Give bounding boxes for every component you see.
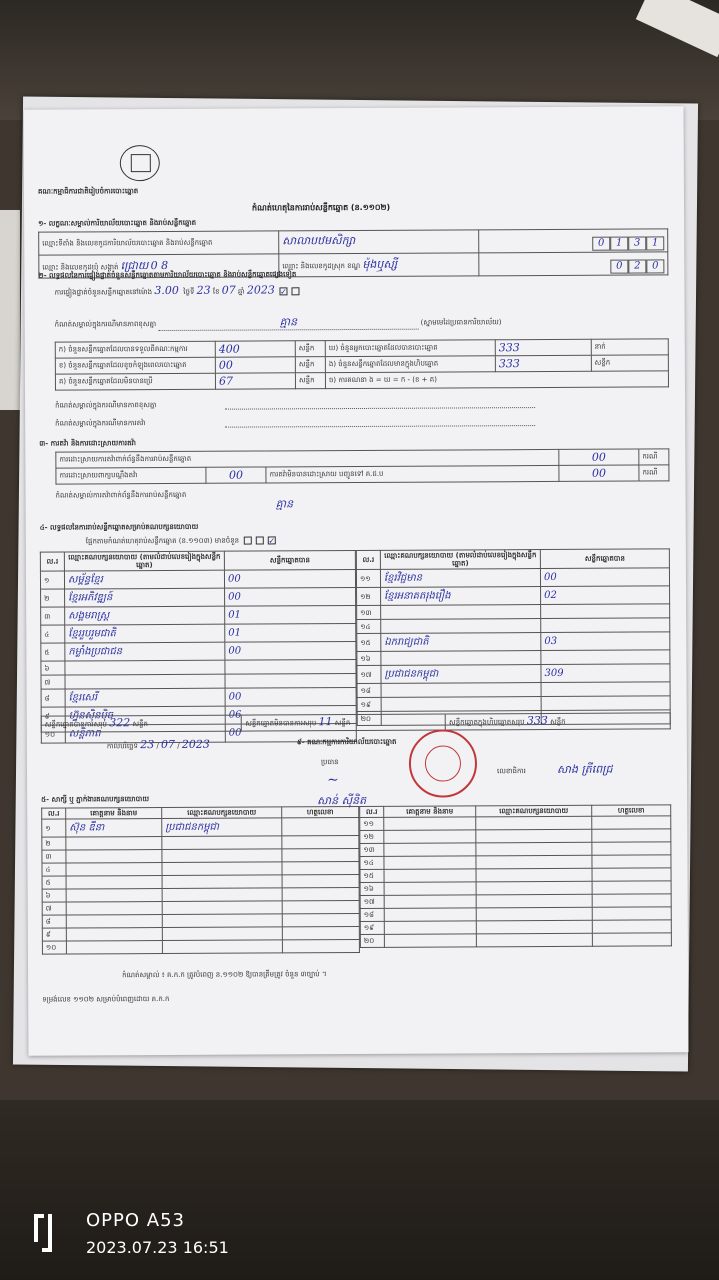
- s1-code1: [479, 229, 668, 253]
- s3-unit: ករណី: [639, 465, 669, 481]
- party-votes: 03: [541, 632, 670, 651]
- witness-name: [384, 843, 476, 856]
- party-votes: 00: [225, 688, 356, 707]
- party-name: ខ្មែរវិជ្ជមាន: [380, 569, 540, 588]
- party-row: [356, 568, 669, 588]
- witness-name: [66, 928, 162, 942]
- s4-col-party: ឈ្មោះគណបក្សនយោបាយ (តាមលំដាប់លេខរៀងក្នុងសន្លឹកឆ្នោត): [380, 550, 540, 570]
- witness-signature: [592, 855, 671, 868]
- witness-party: [476, 842, 592, 856]
- party-votes: 309: [541, 664, 670, 683]
- witness-party: ប្រជាជនកម្ពុជា: [162, 818, 282, 837]
- witness-party: [162, 901, 282, 915]
- s4-col-no: ល.រ: [356, 550, 380, 569]
- s4-total-box-label: សន្លឹកឆ្នោតក្នុងហិបឆ្នោតសរុប: [449, 718, 525, 727]
- party-name: ឯករាជ្យជាតិ: [381, 633, 541, 652]
- witness-party: [476, 816, 592, 830]
- witness-no: ១៤: [360, 856, 384, 869]
- footer-form-ref: ទម្រង់លេខ ១១០២ សម្រាប់បំពេញដោយ គ.ក.ក: [42, 994, 170, 1004]
- witness-name: [384, 856, 476, 869]
- section5-heading: ៥- សាក្សី ឬ ភ្នាក់ងារគណបក្សនយោបាយ: [41, 795, 150, 804]
- s4-total-valid-cell: [41, 715, 242, 732]
- party-votes: 06: [225, 706, 356, 725]
- witness-row: [360, 933, 671, 948]
- party-name: [381, 651, 541, 666]
- party-no: ២០: [357, 711, 381, 725]
- party-name: សន្តិភាព: [65, 724, 225, 743]
- party-no: ៩: [41, 707, 65, 725]
- witness-name: [66, 863, 162, 877]
- witness-party: [162, 836, 282, 850]
- witness-party: [162, 862, 282, 876]
- s4-total-invalid-label: សន្លឹកឆ្នោតមិនបានការសរុប: [245, 719, 317, 728]
- party-no: ១៩: [357, 697, 381, 711]
- witness-no: ១: [42, 819, 66, 837]
- s5-col-name: គោត្តនាម និងនាម: [66, 808, 162, 820]
- s4-total-invalid-cell: [242, 714, 446, 731]
- checkbox[interactable]: [291, 287, 299, 295]
- witness-no: ១៦: [360, 882, 384, 895]
- witness-signature: [282, 875, 359, 888]
- sig-year: 2023: [181, 737, 210, 751]
- witness-no: ២: [42, 837, 66, 850]
- party-name: ហ្វ៊ុនស៊ិនប៉ិច: [65, 706, 225, 725]
- s4-total-valid: 322: [109, 716, 131, 730]
- witness-signature: [592, 894, 671, 907]
- sig-day: 23: [140, 738, 155, 752]
- party-row: [41, 642, 356, 662]
- checkbox[interactable]: [243, 537, 251, 545]
- party-row: [357, 586, 670, 606]
- party-no: ១៨: [357, 683, 381, 697]
- s4-total-invalid: 11: [318, 715, 333, 729]
- s4-right-table: [356, 548, 671, 726]
- s2-a-value: 400: [215, 341, 295, 357]
- witness-no: ១៨: [360, 908, 384, 921]
- s5-col-sign: ហត្ថលេខា: [592, 805, 671, 816]
- party-no: ១៥: [357, 633, 381, 651]
- party-no: ១: [40, 571, 64, 589]
- s2-unit: សន្លឹក: [295, 373, 325, 389]
- witness-name: [384, 830, 476, 843]
- party-name: កម្លាំងប្រជាជន: [65, 642, 225, 661]
- section3-table: [55, 448, 669, 484]
- s2-c-value: 67: [215, 373, 295, 389]
- party-name: [381, 619, 541, 634]
- party-no: ១៦: [357, 651, 381, 665]
- party-name: ខ្មែរអភិវឌ្ឍន៍: [65, 588, 225, 607]
- code-digit: 0: [646, 259, 664, 273]
- sig-month: 07: [160, 737, 176, 752]
- witness-name: [384, 908, 476, 921]
- party-no: ២: [41, 589, 65, 607]
- s4-total-box: 333: [526, 713, 548, 728]
- camera-model: OPPO A53: [86, 1210, 185, 1231]
- party-votes: [541, 650, 670, 665]
- s2-a-label: ក) ចំនួនសន្លឹកឆ្នោតដែលបានទទួលពីគណៈកម្មការ: [55, 341, 215, 358]
- party-votes: [225, 674, 356, 689]
- witness-signature: [592, 816, 671, 829]
- witness-signature: [282, 927, 359, 940]
- party-votes: 00: [540, 568, 669, 587]
- party-votes: 01: [225, 624, 356, 643]
- witness-name: ស៊ុន ឌីនា: [66, 819, 162, 838]
- s3-row2-label-b: ការតវ៉ាមិនបានដោះស្រាយ បញ្ជូនទៅ គ.ជ.ប: [266, 465, 559, 483]
- section3-heading: ៣- ការតវ៉ា និងការដោះស្រាយការតវ៉ា: [39, 439, 136, 448]
- s2-subnote1: កំណត់សម្គាល់ក្នុងករណីមានភាពខុសគ្នា: [55, 401, 157, 410]
- witness-party: [162, 940, 282, 954]
- party-name: ខ្មែរសេរី: [65, 688, 225, 707]
- witness-party: [476, 894, 592, 908]
- sig-chair-name: សាន់ ស៊ីនិត: [317, 793, 367, 808]
- camera-logo-icon: [34, 1214, 56, 1254]
- official-stamp: [409, 729, 477, 797]
- code-digit: 0: [592, 237, 610, 251]
- witness-name: [66, 941, 162, 955]
- s5-col-party: ឈ្មោះគណបក្សនយោបាយ: [162, 807, 282, 819]
- party-votes: [541, 682, 670, 697]
- party-no: ៣: [41, 607, 65, 625]
- document-sheet: [24, 106, 689, 1055]
- code-digit: 1: [610, 237, 628, 251]
- witness-name: [66, 850, 162, 864]
- s4-total-valid-label: សន្លឹកឆ្នោតបានការសរុប: [44, 720, 107, 729]
- checkbox-checked[interactable]: ✓: [280, 287, 287, 297]
- checkbox[interactable]: [255, 536, 263, 544]
- sig-secretary-name: សាង ត្រីពេជ្រ: [556, 762, 613, 776]
- s4-unit: សន្លឹក: [132, 720, 149, 729]
- party-no: ១៤: [357, 619, 381, 633]
- sig-chair-label: ប្រធាន: [320, 758, 339, 767]
- witness-signature: [592, 933, 671, 946]
- party-name: សង្គមរាស្ត្រ: [65, 606, 225, 625]
- form-title: កំណត់ហេតុនៃការរាប់សន្លឹកឆ្នោត (ន.១១០២): [252, 202, 391, 213]
- s2-time: 3.00: [154, 283, 179, 298]
- party-votes: [541, 696, 670, 711]
- party-votes: 02: [541, 586, 670, 605]
- ministry-line: គណៈកម្មាធិការជាតិរៀបចំការបោះឆ្នោត: [37, 187, 139, 196]
- s2-note-label: កំណត់សម្គាល់ក្នុងករណីមានភាពខុសគ្នា: [54, 320, 157, 329]
- witness-row: [42, 940, 359, 955]
- witness-name: [384, 817, 476, 830]
- s2-month: 07: [221, 283, 236, 297]
- s5-col-name: គោត្តនាម និងនាម: [384, 806, 476, 818]
- s2-unit: សន្លឹក: [295, 357, 325, 373]
- witness-signature: [592, 920, 671, 933]
- party-row: [41, 688, 356, 708]
- sig-secretary-label: លេខាធិការ: [496, 767, 526, 776]
- section2-heading: ២- លទ្ធផលនៃការផ្ទៀងផ្ទាត់ចំនួនសន្លឹកឆ្នោតតាមការិយាល័យបោះឆ្នោត និងរាប់សន្លឹកឆ្នោតផ្សេងទៀត: [38, 270, 297, 280]
- party-name: [381, 683, 541, 698]
- s5-col-party: ឈ្មោះគណបក្សនយោបាយ: [476, 805, 592, 817]
- witness-signature: [592, 881, 671, 894]
- witness-no: ១៩: [360, 921, 384, 934]
- party-no: ៨: [41, 689, 65, 707]
- s1-row2-value2: ម៉ុងឬស្សី: [362, 257, 398, 271]
- s4-col-votes: សន្លឹកឆ្នោតបាន: [224, 551, 355, 571]
- s2-day: 23: [196, 283, 211, 297]
- party-name: [381, 605, 541, 620]
- witness-name: [66, 902, 162, 916]
- witness-party: [476, 907, 592, 921]
- s5-col-no: ល.រ: [360, 806, 384, 817]
- s4-intro: ផ្អែកតាមកំណត់ហេតុរាប់សន្លឹកឆ្នោត (ន.១១០៣) មានចំនួន: [85, 536, 240, 546]
- witness-party: [162, 914, 282, 928]
- s2-note-line: [55, 314, 665, 331]
- s5-right-table: [359, 804, 672, 948]
- party-no: ១៧: [357, 665, 381, 683]
- witness-signature: [282, 914, 359, 927]
- witness-row: [42, 818, 359, 838]
- party-no: ១១: [356, 569, 380, 587]
- party-no: ៦: [41, 661, 65, 675]
- party-votes: 01: [225, 606, 356, 625]
- party-no: ១០: [41, 725, 65, 743]
- party-name: ខ្មែររួបរួមជាតិ: [65, 624, 225, 643]
- section2-intro-line: ការផ្ទៀងផ្ទាត់ចំនួនសន្លឹកឆ្នោតនៅម៉ោង 3.00 ថ្ងៃទី 23 ខែ 07 ឆ្នាំ 2023 ✓: [54, 282, 664, 298]
- code-digit: 0: [610, 260, 628, 274]
- s3-note-value: គ្មាន: [275, 497, 294, 511]
- section4-heading: ៤- លទ្ធផលនៃការរាប់សន្លឹកឆ្នោតសម្រាប់គណបក្សនយោបាយ: [39, 522, 199, 532]
- witness-no: ១១: [360, 817, 384, 830]
- s2-subnote2: កំណត់សម្គាល់ក្នុងករណីមានការតវ៉ា: [55, 419, 146, 428]
- s4-totals: [41, 712, 671, 732]
- party-votes: 00: [224, 570, 355, 589]
- s3-row2-value-a: 00: [206, 467, 266, 483]
- witness-party: [476, 868, 592, 882]
- party-no: ៥: [41, 643, 65, 661]
- party-row: [357, 664, 670, 684]
- code-digit: 1: [646, 236, 664, 250]
- s4-col-votes: សន្លឹកឆ្នោតបាន: [540, 549, 669, 569]
- witness-party: [162, 888, 282, 902]
- s2-unit: សន្លឹក: [295, 341, 325, 357]
- witness-signature: [592, 842, 671, 855]
- s1-row2-value: ជ្រោយ: [120, 258, 149, 272]
- code-digit: 2: [628, 259, 646, 273]
- footer-note: កំណត់សម្គាល់ ៖ គ.ក.ក ត្រូវបំពេញ ន.១១០២ ឱ្យបានត្រឹមត្រូវ ចំនួន ៣ច្បាប់ ។: [122, 970, 327, 980]
- witness-party: [162, 927, 282, 941]
- s3-unit: ករណី: [639, 449, 669, 465]
- witness-signature: [282, 862, 359, 875]
- party-no: ៤: [41, 625, 65, 643]
- s2-d-label: ឃ) ចំនួនអ្នកបោះឆ្នោតដែលបានបោះឆ្នោត: [325, 340, 495, 357]
- s2-subnote2-line: [225, 425, 535, 428]
- s2-d-value: 333: [495, 339, 591, 356]
- s4-unit: សន្លឹក: [334, 719, 351, 728]
- s4-unit: សន្លឹក: [550, 717, 566, 726]
- party-name: [381, 697, 541, 712]
- witness-name: [384, 882, 476, 895]
- witness-no: ៤: [42, 863, 66, 876]
- s2-sig-label: (ស្នាមមេដៃប្រធានការិយាល័យ): [420, 318, 502, 327]
- witness-no: ៩: [42, 928, 66, 941]
- party-votes: 00: [225, 642, 356, 661]
- s2-intro: ការផ្ទៀងផ្ទាត់ចំនួនសន្លឹកឆ្នោតនៅម៉ោង: [54, 288, 153, 297]
- s1-row1-label: ឈ្មោះទីតាំង និងលេខកូដការិយាល័យបោះឆ្នោត និងរាប់សន្លឹកឆ្នោត: [39, 231, 279, 255]
- party-votes: 00: [225, 588, 356, 607]
- camera-timestamp: 2023.07.23 16:51: [86, 1238, 229, 1257]
- witness-name: [66, 915, 162, 929]
- witness-no: ៨: [42, 915, 66, 928]
- s2-subnote1-line: [225, 407, 535, 410]
- party-name: [65, 674, 225, 689]
- chair-signature: ~: [327, 772, 339, 789]
- party-votes: 00: [225, 724, 356, 743]
- party-no: ៧: [41, 675, 65, 689]
- party-no: ១២: [357, 587, 381, 605]
- witness-party: [476, 920, 592, 934]
- witness-name: [66, 889, 162, 903]
- s2-unit-person: នាក់: [591, 339, 668, 355]
- witness-no: ៦: [42, 889, 66, 902]
- witness-signature: [282, 901, 359, 914]
- party-name: សម្ព័ន្ធខ្មែរ: [64, 570, 224, 589]
- witness-no: ១២: [360, 830, 384, 843]
- s2-e-label: ង) ចំនួនសន្លឹកឆ្នោតដែលមានក្នុងហិបឆ្នោត: [325, 356, 495, 373]
- party-row: [41, 588, 356, 608]
- s3-note-label: កំណត់សម្គាល់ការតវ៉ាពាក់ព័ន្ធនឹងការរាប់សន្លឹកឆ្នោត: [55, 490, 187, 500]
- party-votes: [541, 618, 670, 633]
- witness-signature: [592, 829, 671, 842]
- witness-no: ៣: [42, 850, 66, 863]
- party-row: [40, 570, 355, 590]
- witness-signature: [592, 907, 671, 920]
- s4-intro-line: [86, 536, 278, 545]
- s3-note-line: [56, 488, 666, 512]
- witness-party: [476, 881, 592, 895]
- s1-row1-value: សាលាបឋមសិក្សា: [279, 230, 479, 254]
- checkbox-checked[interactable]: ✓: [268, 536, 276, 546]
- s3-row1-label: ការដោះស្រាយការតវ៉ាពាក់ព័ន្ធនឹងការរាប់សន្លឹកឆ្នោត: [56, 449, 559, 468]
- sig-date-label: កាលបរិច្ឆេទ: [106, 742, 138, 751]
- witness-name: [66, 876, 162, 890]
- witness-party: [476, 933, 592, 947]
- party-no: ១៣: [357, 605, 381, 619]
- witness-name: [384, 921, 476, 934]
- section1-heading: ១- លក្ខណៈសម្គាល់ការិយាល័យបោះឆ្នោត និងរាប់សន្លឹកឆ្នោត: [38, 218, 197, 228]
- s3-row1-value: 00: [559, 449, 639, 465]
- section2-table: [55, 338, 669, 390]
- witness-no: ៧: [42, 902, 66, 915]
- s4-col-party: ឈ្មោះគណបក្សនយោបាយ (តាមលំដាប់លេខរៀងក្នុងសន្លឹកឆ្នោត): [64, 551, 224, 571]
- s2-unit: សន្លឹក: [591, 355, 668, 371]
- witness-party: [476, 829, 592, 843]
- witness-party: [162, 849, 282, 863]
- s3-row2-value-b: 00: [559, 465, 639, 481]
- witness-name: [66, 837, 162, 851]
- party-votes: [225, 660, 356, 675]
- s3-row2-label: ការដោះស្រាយពាក្យបណ្ដឹងតវ៉ា: [56, 467, 206, 484]
- s2-year: 2023: [246, 283, 275, 297]
- sig-commission: ៩- គណៈកម្មការការិយាល័យបោះឆ្នោត: [296, 737, 397, 747]
- witness-no: ១៧: [360, 895, 384, 908]
- party-row: [357, 632, 670, 652]
- s5-left-table: [41, 806, 360, 955]
- s1-row2-label: ឈ្មោះ និងលេខកូដឃុំ សង្កាត់: [42, 262, 119, 272]
- witness-party: [162, 875, 282, 889]
- witness-no: ១៥: [360, 869, 384, 882]
- witness-name: [384, 869, 476, 882]
- emblem-icon: [120, 145, 160, 181]
- witness-no: ១៣: [360, 843, 384, 856]
- s5-col-no: ល.រ: [42, 808, 66, 819]
- code-digit: 3: [628, 236, 646, 250]
- witness-no: ២០: [360, 934, 384, 947]
- party-row: [41, 624, 356, 644]
- witness-signature: [282, 818, 359, 836]
- s4-col-no: ល.រ: [40, 552, 64, 571]
- witness-name: [384, 934, 476, 947]
- party-name: ខ្មែរអនាគតរុងរឿង: [381, 587, 541, 606]
- sig-date-line: កាលបរិច្ឆេទ 23 / 07 / 2023: [106, 737, 210, 752]
- s2-f-label: ច) ការគណនា ង = ឃ = ក - (ខ + គ): [325, 371, 668, 389]
- party-name: ប្រជាជនកម្ពុជា: [381, 665, 541, 684]
- s2-c-label: គ) ចំនួនសន្លឹកឆ្នោតដែលមិនបានប្រើ: [55, 373, 215, 390]
- s2-note-value: គ្មាន: [158, 316, 418, 331]
- s2-b-value: 00: [215, 357, 295, 373]
- witness-party: [476, 855, 592, 869]
- party-votes: [541, 604, 670, 619]
- party-name: [65, 660, 225, 675]
- witness-name: [384, 895, 476, 908]
- witness-no: ៥: [42, 876, 66, 889]
- side-paper: [0, 210, 20, 410]
- s1-row2-code: 0 8: [150, 258, 169, 272]
- witness-signature: [282, 836, 359, 849]
- s2-e-value: 333: [495, 355, 591, 372]
- s1-row2-label2: ឈ្មោះ និងលេខកូដស្រុក ខណ្ឌ: [282, 261, 361, 271]
- s4-total-box-cell: [445, 713, 670, 730]
- witness-signature: [282, 940, 359, 953]
- party-row: [41, 606, 356, 626]
- witness-signature: [592, 868, 671, 881]
- witness-signature: [282, 888, 359, 901]
- witness-signature: [282, 849, 359, 862]
- s5-col-sign: ហត្ថលេខា: [282, 806, 359, 817]
- s2-b-label: ខ) ចំនួនសន្លឹកឆ្នោតដែលខូចកំឡុងពេលបោះឆ្នោត: [55, 357, 215, 374]
- witness-no: ១០: [42, 941, 66, 954]
